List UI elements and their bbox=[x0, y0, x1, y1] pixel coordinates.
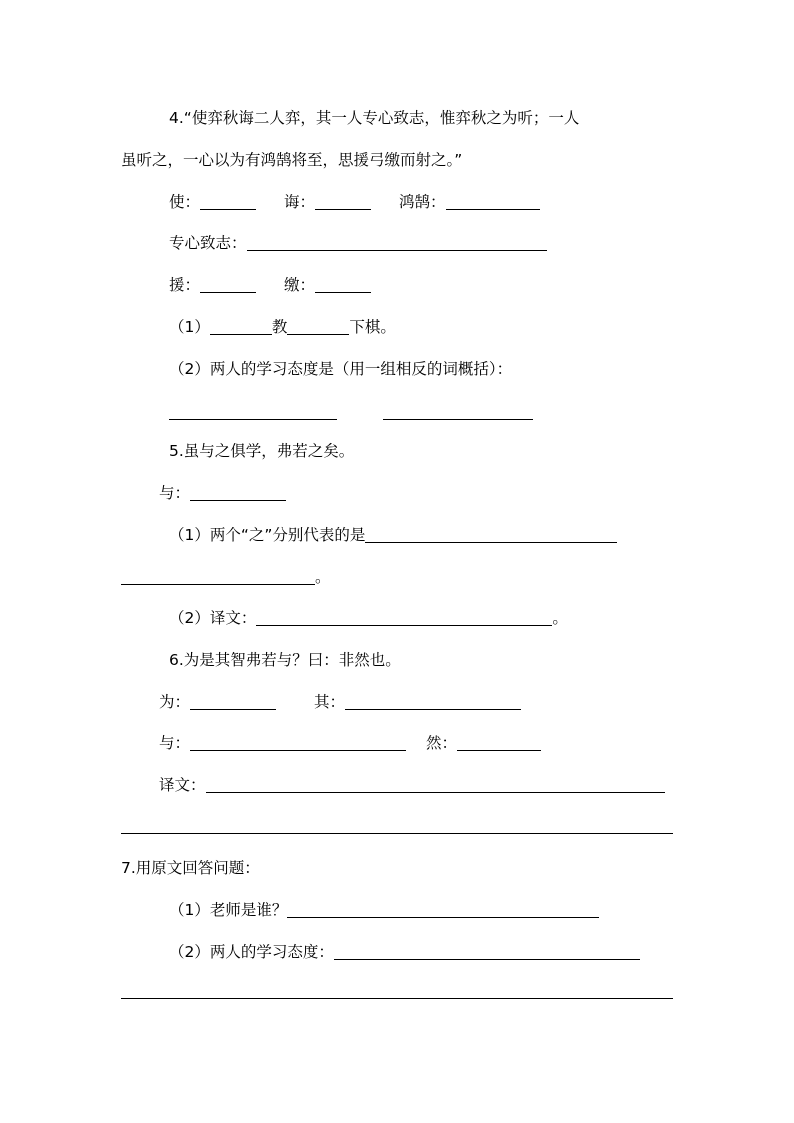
blank-wei[interactable] bbox=[190, 691, 276, 710]
blank-qi[interactable] bbox=[345, 691, 521, 710]
label-qi: 其： bbox=[314, 693, 346, 711]
label-yiwen: 译文： bbox=[159, 776, 206, 794]
blank-yu[interactable] bbox=[190, 482, 286, 501]
label-ran: 然： bbox=[426, 734, 458, 752]
blank-shi[interactable] bbox=[200, 191, 256, 210]
blank-hui[interactable] bbox=[315, 191, 371, 210]
q6-title: 6.为是其智弗若与？曰：非然也。 bbox=[169, 651, 401, 669]
q6-row-1 bbox=[159, 690, 521, 714]
blank-zhuo[interactable] bbox=[315, 274, 371, 293]
blank-q5-translation[interactable] bbox=[256, 607, 552, 626]
q4-text-line1: 4.“使弈秋诲二人弈，其一人专心致志，惟弈秋之为听；一人 bbox=[169, 109, 580, 127]
blank-attitude-1[interactable] bbox=[169, 419, 337, 420]
blank-q7-attitude[interactable] bbox=[334, 941, 640, 960]
label-honghu: 鸿鹄： bbox=[399, 193, 446, 211]
q4-row-definitions-1 bbox=[169, 190, 540, 214]
blank-zhuanxin[interactable] bbox=[247, 232, 547, 251]
q7-sub2: （2）两人的学习态度： bbox=[169, 940, 640, 964]
label-shi: 使： bbox=[169, 193, 201, 211]
blank-q6-translation[interactable] bbox=[206, 774, 665, 793]
label-yu2: 与： bbox=[159, 734, 191, 752]
blank-honghu[interactable] bbox=[446, 191, 540, 210]
q6-row-yiwen bbox=[159, 773, 665, 797]
q4-row-definitions-2 bbox=[169, 273, 371, 297]
blank-q6-translation-cont[interactable] bbox=[121, 833, 673, 834]
label-yu: 与： bbox=[159, 484, 191, 502]
label-yuan: 援： bbox=[169, 276, 201, 294]
blank-yuan[interactable] bbox=[200, 274, 256, 293]
q5-title: 5.虽与之俱学，弗若之矣。 bbox=[169, 442, 355, 460]
q5-row-yu bbox=[159, 481, 286, 505]
blank-q7-attitude-cont[interactable] bbox=[121, 998, 673, 999]
q4-row-zhuanxin bbox=[169, 231, 547, 255]
q4-sub1: （1） 教 下棋。 bbox=[169, 318, 396, 336]
blank-teacher[interactable] bbox=[210, 316, 272, 335]
q6-row-2 bbox=[159, 731, 541, 755]
blank-teacher-name[interactable] bbox=[287, 899, 599, 918]
blank-zhi-meaning[interactable] bbox=[365, 524, 617, 543]
blank-yu2[interactable] bbox=[190, 732, 406, 751]
q5-sub2: （2）译文： 。 bbox=[169, 609, 568, 627]
q4-text-line2: 虽听之，一心以为有鸿鹄将至，思援弓缴而射之。” bbox=[121, 151, 463, 169]
blank-ran[interactable] bbox=[457, 732, 541, 751]
blank-zhi-meaning-cont[interactable] bbox=[121, 566, 315, 585]
q5-sub1-cont: 。 bbox=[121, 565, 331, 589]
q5-sub1: （1）两个“之”分别代表的是 bbox=[169, 523, 617, 547]
label-zhuanxin: 专心致志： bbox=[169, 234, 247, 252]
label-hui: 诲： bbox=[284, 193, 316, 211]
label-wei: 为： bbox=[159, 693, 191, 711]
blank-attitude-2[interactable] bbox=[383, 419, 533, 420]
q4-sub2: （2）两人的学习态度是（用一组相反的词概括）： bbox=[169, 360, 513, 378]
q7-sub1: （1）老师是谁？ bbox=[169, 898, 599, 922]
label-zhuo: 缴： bbox=[284, 276, 316, 294]
blank-students[interactable] bbox=[287, 316, 349, 335]
q7-title: 7.用原文回答问题： bbox=[121, 859, 260, 877]
